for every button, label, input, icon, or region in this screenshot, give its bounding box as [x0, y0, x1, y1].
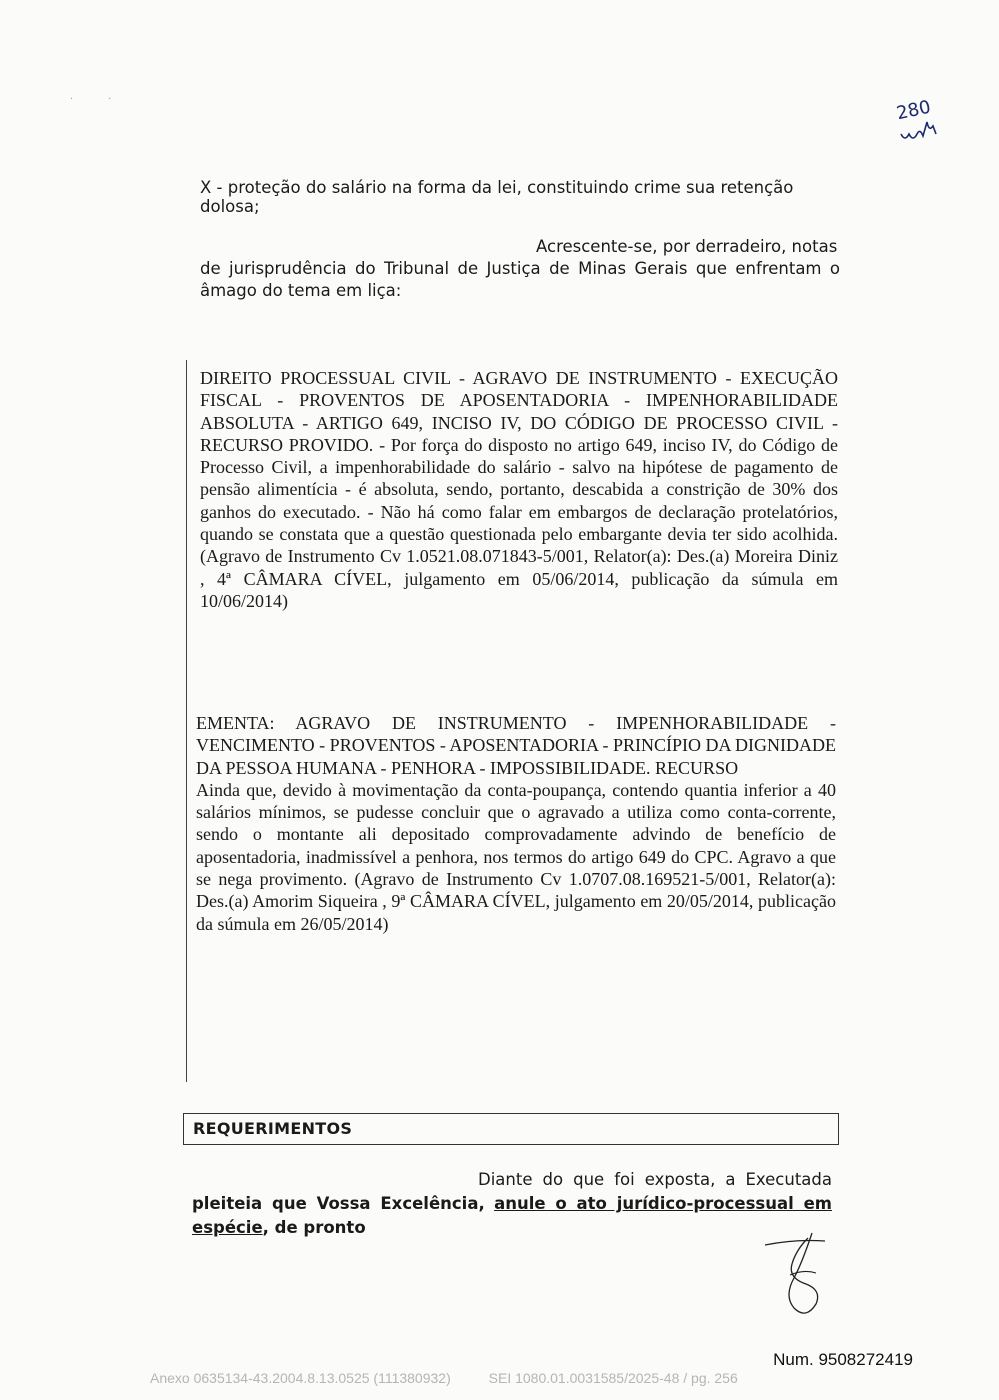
- quote2-body: Ainda que, devido à movimentação da conta-poupança, contendo quantia inferior a 40 salários mínimos, se pudesse concluir que o agravado a utiliza como conta-corrente, sendo o montante ali depositado comprovadamente advindo de benefício de aposentadoria, inadmissível a penhora, nos termos do artigo 649 do CPC. Agravo a que se nega provimento. (Agravo de Instrumento Cv 1.0707.08.169521-5/001, Relator(a): Des.(a) Amorim Siqueira , 9ª CÂMARA CÍVEL, julgamento em 20/05/2014, publicação da súmula em 26/05/2014): [196, 779, 836, 934]
- quote-margin-line: [186, 360, 187, 1082]
- closing-underlined: anule o ato jurídico-processual em espécie: [192, 1194, 832, 1237]
- stamp-page-mark: 280: [894, 96, 933, 125]
- closing-indent: [192, 1170, 335, 1189]
- intro-rest: de jurisprudência do Tribunal de Justiça de Minas Gerais que enfrentam o âmago do tema em liça:: [200, 259, 840, 300]
- quote2-heading: EMENTA: AGRAVO DE INSTRUMENTO - IMPENHORABILIDADE - VENCIMENTO - PROVENTOS - APOSENTADORIA - PRINCÍPIO DA DIGNIDADE DA PESSOA HUMANA - PENHORA - IMPOSSIBILIDADE. RECURSO: [196, 713, 836, 778]
- closing-paragraph: [192, 1168, 832, 1240]
- intro-paragraph: [200, 236, 840, 302]
- footer-sei: SEI 1080.01.0031585/2025-48 / pg. 256: [488, 1370, 738, 1386]
- jurisprudence-quote-2: [196, 712, 836, 935]
- footer-anexo: Anexo 0635134-43.2004.8.13.0525 (111380932): [150, 1370, 451, 1386]
- inciso-x-text: X - proteção do salário na forma da lei, constituindo crime sua retenção dolosa;: [200, 178, 794, 216]
- footer-watermark: [150, 1370, 910, 1386]
- scan-dots: · ·: [70, 94, 112, 105]
- section-title: REQUERIMENTOS: [193, 1119, 353, 1138]
- closing-space: [485, 1194, 494, 1213]
- closing-bold2: , de pronto: [262, 1218, 366, 1237]
- closing-part1: Diante do que foi exposta, a Executada: [478, 1170, 832, 1189]
- jurisprudence-quote-1: DIREITO PROCESSUAL CIVIL - AGRAVO DE INSTRUMENTO - EXECUÇÃO FISCAL - PROVENTOS DE APOSENTADORIA - IMPENHORABILIDADE ABSOLUTA - ARTIGO 649, INCISO IV, DO CÓDIGO DE PROCESSO CIVIL - RECURSO PROVIDO. - Por força do disposto no artigo 649, inciso IV, do Código de Processo Civil, a impenhorabilidade do salário - salvo na hipótese de pagamento de pensão alimentícia - é absoluta, sendo, portanto, descabida a constrição de 30% dos ganhos do executado. - Não há como falar em embargos de declaração protelatórios, quando se constata que a questão questionada pelo embargante devia ter sido acolhida. (Agravo de Instrumento Cv 1.0521.08.071843-5/001, Relator(a): Des.(a) Moreira Diniz , 4ª CÂMARA CÍVEL, julgamento em 05/06/2014, publicação da súmula em 10/06/2014): [200, 368, 838, 611]
- section-header-box: [183, 1113, 839, 1145]
- initials-scribble-icon: [901, 122, 936, 138]
- closing-bold1: pleiteia que Vossa Excelência,: [192, 1194, 485, 1213]
- document-number: Num. 9508272419: [773, 1350, 913, 1369]
- handwritten-signature-icon: [760, 1225, 840, 1320]
- handwritten-page-number-stamp: [893, 92, 953, 152]
- intro-lead: Acrescente-se, por derradeiro, notas: [536, 237, 838, 256]
